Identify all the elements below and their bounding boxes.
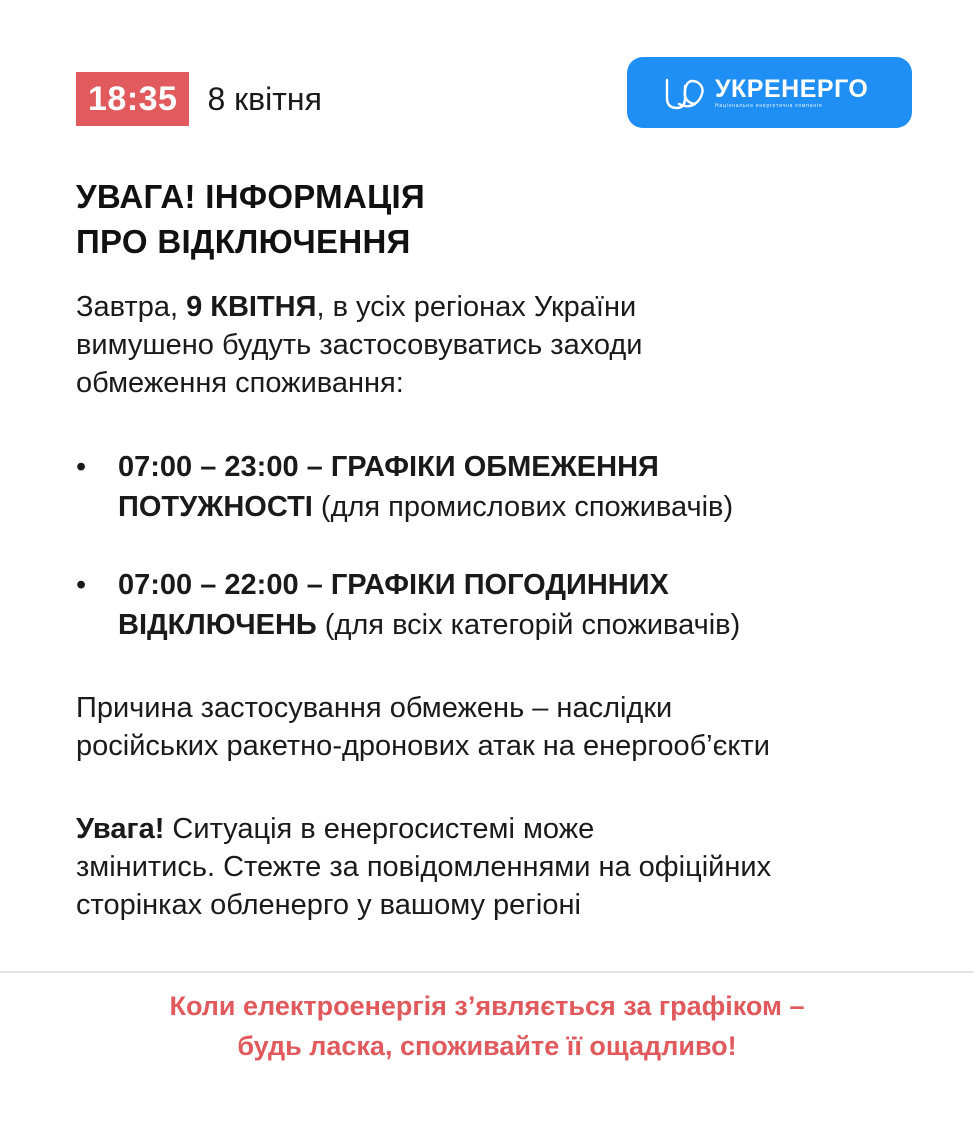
title-line-2: ПРО ВІДКЛЮЧЕННЯ	[76, 223, 411, 260]
logo-name: УКРЕНЕРГО	[715, 74, 869, 103]
schedule-heading: 07:00 – 23:00 – ГРАФІКИ ОБМЕЖЕННЯ	[118, 451, 659, 483]
date-label: 8 квітня	[207, 80, 322, 117]
warning-line-1: Ситуація в енергосистемі може	[164, 813, 595, 845]
intro-date: 9 КВІТНЯ	[186, 291, 317, 323]
title-line-1: УВАГА! ІНФОРМАЦІЯ	[76, 178, 425, 215]
schedule-note: (для промислових споживачів)	[312, 491, 734, 523]
page-title	[76, 174, 425, 264]
ukrenergo-logo	[627, 57, 912, 128]
list-item	[76, 565, 916, 645]
schedule-type: ПОТУЖНОСТІ	[118, 491, 313, 523]
footer-message	[0, 986, 974, 1066]
intro-line-1-rest: , в усіх регіонах України	[316, 291, 637, 323]
reason-line-2: російських ракетно-дронових атак на енергооб’єкти	[76, 730, 770, 762]
schedule-type: ВІДКЛЮЧЕНЬ	[118, 609, 317, 641]
logo-subtitle: Національна енергетична компанія	[715, 102, 823, 109]
reason-paragraph	[76, 689, 916, 765]
list-item	[76, 447, 916, 527]
reason-line-1: Причина застосування обмежень – наслідки	[76, 692, 673, 724]
schedule-list	[76, 447, 916, 645]
intro-paragraph	[76, 288, 896, 402]
header	[76, 72, 322, 126]
intro-before: Завтра,	[76, 291, 187, 323]
bullet-marker: •	[76, 451, 87, 483]
schedule-heading: 07:00 – 22:00 – ГРАФІКИ ПОГОДИННИХ	[118, 569, 669, 601]
footer-line-1: Коли електроенергія з’являється за графіком –	[169, 991, 805, 1021]
warning-label: Увага!	[76, 813, 165, 845]
bullet-marker: •	[76, 569, 87, 601]
logo-text	[715, 76, 868, 110]
footer-line-2: будь ласка, споживайте її ощадливо!	[237, 1031, 737, 1061]
intro-line-3: обмеження споживання:	[76, 367, 404, 399]
ukrenergo-logo-icon	[663, 74, 711, 112]
time-badge: 18:35	[76, 72, 189, 126]
warning-line-3: сторінках обленерго у вашому регіоні	[76, 889, 581, 921]
warning-line-2: змінитись. Стежте за повідомленнями на офіційних	[76, 851, 772, 883]
warning-paragraph	[76, 810, 916, 924]
schedule-note: (для всіх категорій споживачів)	[316, 609, 741, 641]
intro-line-2: вимушено будуть застосовуватись заходи	[76, 329, 643, 361]
divider	[0, 971, 974, 973]
